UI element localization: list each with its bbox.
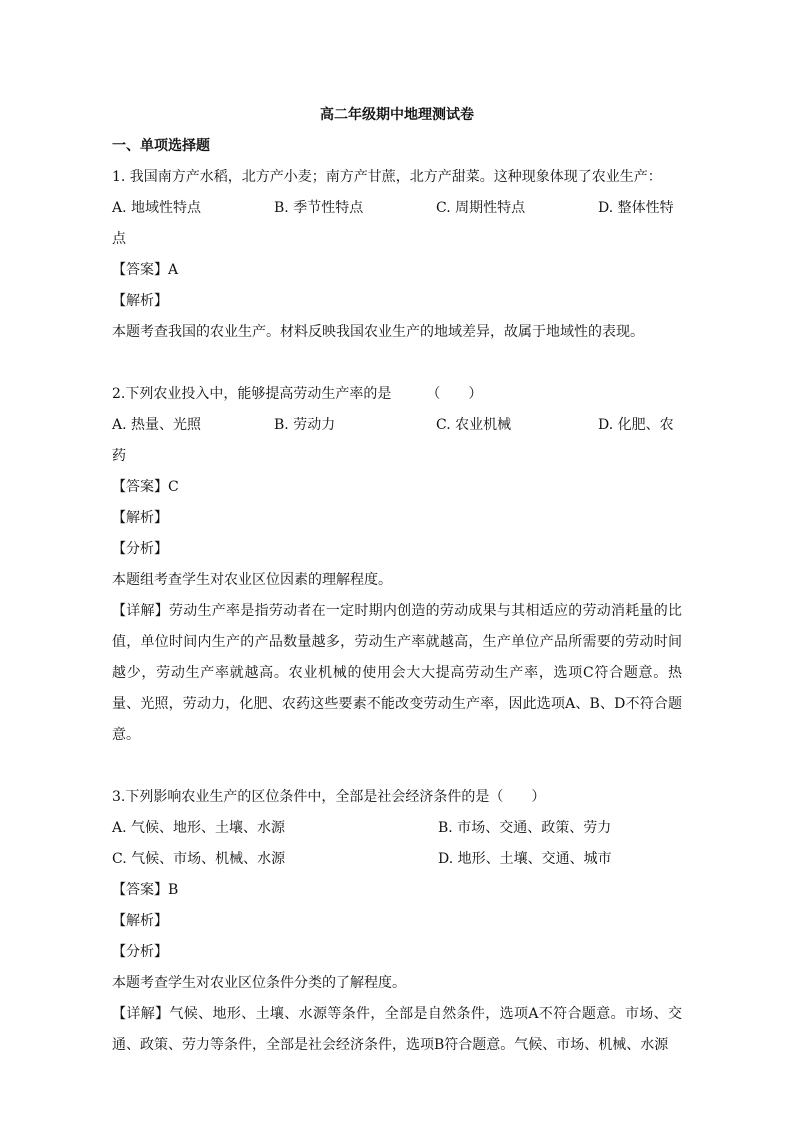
option-b: B. 市场、交通、政策、劳力 (438, 820, 612, 836)
option-b: B. 劳动力 (274, 417, 336, 433)
option-d: D. 化肥、农 (598, 417, 674, 433)
option-d: D. 地形、土壤、交通、城市 (438, 851, 612, 867)
analysis-text: 本题考查我国的农业生产。材料反映我国农业生产的地域差异，故属于地域性的表现。 (112, 324, 644, 340)
option-wrap: 点 (112, 231, 126, 247)
page-title: 高二年级期中地理测试卷 (320, 107, 474, 123)
answer: 【答案】A (112, 262, 179, 278)
detail-label: 【详解】 (112, 603, 170, 619)
option-c: C. 周期性特点 (436, 200, 526, 216)
option-c: C. 农业机械 (436, 417, 512, 433)
detail-paragraph (112, 596, 682, 751)
detail-text: 气候、地形、土壤、水源等条件，全部是自然条件，选项A不符合题意。市场、交通、政策、劳力等条件，全部是社会经济条件，选项B符合题意。气候、市场、机械、水源 (112, 1006, 683, 1053)
fenxi-text: 本题组考查学生对农业区位因素的理解程度。 (112, 572, 392, 588)
answer: 【答案】B (112, 882, 179, 898)
option-c: C. 气候、市场、机械、水源 (112, 851, 286, 867)
option-a: A. 气候、地形、土壤、水源 (112, 820, 286, 836)
fenxi-label: 【分析】 (112, 944, 168, 960)
option-a: A. 热量、光照 (112, 417, 202, 433)
question-1-options (112, 193, 682, 224)
fenxi-label: 【分析】 (112, 541, 168, 557)
section-heading: 一、单项选择题 (112, 138, 210, 154)
exam-page (112, 100, 682, 1061)
detail-label: 【详解】 (112, 1006, 170, 1022)
analysis-label: 【解析】 (112, 510, 168, 526)
analysis-label: 【解析】 (112, 913, 168, 929)
question-2-stem: 2.下列农业投入中，能够提高劳动生产率的是 （ ） (112, 386, 483, 402)
spacer (112, 751, 682, 782)
spacer (112, 348, 682, 379)
option-b: B. 季节性特点 (274, 200, 364, 216)
question-1-stem: 1. 我国南方产水稻，北方产小麦；南方产甘蔗，北方产甜菜。这种现象体现了农业生产： (112, 169, 662, 185)
detail-paragraph (112, 999, 682, 1061)
question-3-options-row-2 (112, 844, 682, 875)
option-a: A. 地域性特点 (112, 200, 202, 216)
question-3-options-row-1 (112, 813, 682, 844)
fenxi-text: 本题考查学生对农业区位条件分类的了解程度。 (112, 975, 406, 991)
analysis-label: 【解析】 (112, 293, 168, 309)
detail-text: 劳动生产率是指劳动者在一定时期内创造的劳动成果与其相适应的劳动消耗量的比值，单位时间内生产的产品数量越多，劳动生产率就越高，生产单位产品所需要的劳动时间越少，劳动生产率就越高。农业机械的使用会大大提高劳动生产率，选项C符合题意。热量、光照，劳动力，化肥、农药这些要素不能改变劳动生产率，因此选项A、B、D不符合题意。 (112, 603, 683, 743)
option-wrap: 药 (112, 448, 126, 464)
question-3-stem: 3.下列影响农业生产的区位条件中，全部是社会经济条件的是（ ） (112, 789, 546, 805)
question-2-options (112, 410, 682, 441)
answer: 【答案】C (112, 479, 179, 495)
option-d: D. 整体性特 (598, 200, 674, 216)
